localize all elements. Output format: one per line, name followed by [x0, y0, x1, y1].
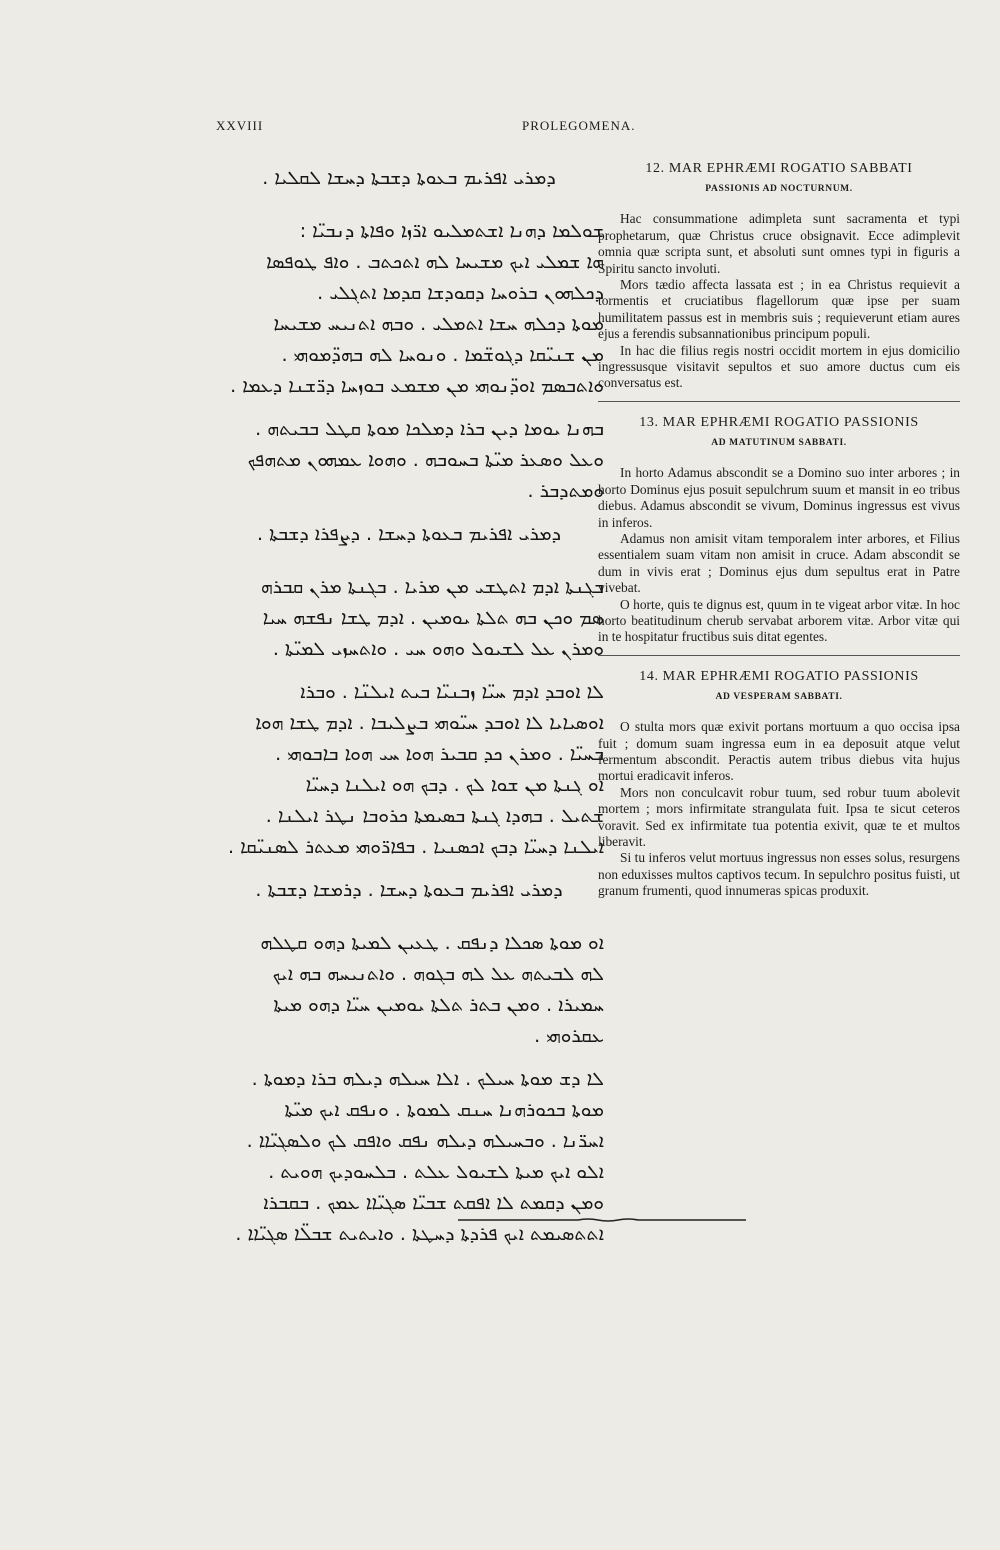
syriac-line: ܐܠܘ ܐܝܟ ܡܝܬܐ ܠܫܝܘܠ ܥܠܬ . ܒܠܚܘܕܝܟ ܗܘܝܬ . — [268, 1161, 604, 1183]
syriac-paragraph — [214, 677, 604, 863]
section-subtitle: AD VESPERAM SABBATI. — [715, 691, 843, 702]
syriac-line: ܐܚܪ̈ܢܐ . ܘܒܚܝܠܗ ܕܝܠܗ ܢܦܩ ܘܐܦܩ ܠܟ ܘܠܣܓܝ̈ܐܐ . — [246, 1130, 604, 1152]
syriac-line: ܘܡܢ ܕܩܡܬ ܠܐ ܐܦܩܬ ܫܒܝ̈ܐ ܣܓܝ̈ܐܐ ܥܡܟ . ܒܩܒܪܐ — [263, 1192, 604, 1214]
syriac-line: ܠܐ ܕܫ ܡܘܬܐ ܚܝܠܟ . ܐܠܐ ܚܝܠܗ ܕܝܠܗ ܒܪܐ ܕܡܘܬܐ . — [251, 1068, 604, 1090]
syriac-paragraph — [214, 414, 604, 507]
syriac-paragraph — [214, 928, 604, 1052]
syriac-line: ܐܘ ܓܢܬܐ ܡܢ ܫܘܐ ܠܟ . ܕܒܟ ܗܘ ܐܝܠܢܐ ܕܚܝ̈ܐ — [305, 774, 604, 796]
syriac-paragraph — [214, 572, 604, 665]
syriac-section-heading: ܕܡܪܝ ܐܦܪܝܡ ܒܥܘܬܐ ܕܫܒܬܐ ܕܚܫܐ ܠܩܠܝܐ . — [262, 167, 556, 189]
syriac-line: ܣܡ ܘܟܢ ܒܗ ܬܠܬܐ ܝܘܡܝܢ . ܐܕܡ ܛܫܐ ܢܦܫܗ ܚܝܐ — [262, 607, 604, 629]
latin-paragraph: In hac die filius regis nostri occidit mortem in ejus domicilio ingressusque visitavit sepultos et suo amore ductus cum eis conversatus est. — [598, 342, 960, 391]
latin-paragraph: Mors non conculcavit robur tuum, sed robur tuum abolevit mortem ; mors infirmitate strangulata fuit. Ipsa te sicut ceteros voravit. Sed ex infirmitate tua potentia exivit, quæ te et multos liberavit. — [598, 784, 960, 849]
section-title: 13. MAR EPHRÆMI ROGATIO PASSIONIS — [639, 414, 919, 430]
syriac-line: ܒܚܝ̈ܐ . ܘܡܪܢ ܟܕ ܩܒܝܪ ܗܘܐ ܚܝ ܗܘܐ ܒܐܒܘܗܝ . — [275, 743, 604, 765]
syriac-line: ܫܘܠܡܐ ܕܗܢܐ ܐܫܬܡܠܝܘ ܐܪ̈ܙܐ ܘܦܐܬܐ ܕܢܒܝ̈ܐ : — [299, 220, 604, 242]
latin-paragraph: Adamus non amisit vitam temporalem inter arbores, et Filius essentialem suam vitam non amisit in cruce. Adam abscondit se dum in vivis erat ; Dominus ejus dum sepultus erat in Patre vivebat. — [598, 530, 960, 596]
syriac-line: ܘܐܬܒܣܡ ܐܘܕ̈ܢܘܗܝ ܡܢ ܡܫܡܥ ܒܘܙܚܐ ܕܪ̈ܫܢܐ ܕܥܡܐ . — [230, 375, 604, 397]
syriac-line: ܡܢ ܫܢܝ̈ܩܐ ܕܓܘܫ̈ܡܐ . ܘܢܘܚܐ ܠܗ ܒܗܕ̈ܡܘܗܝ . — [281, 344, 604, 366]
syriac-line: ܗܐ ܫܡܠܝ ܐܝܟ ܡܫܝܚܐ ܠܗ ܐܬܟܬܒ . ܘܐܦ ܛܘܦܣܐ — [266, 251, 604, 273]
syriac-line: ܐܘܣܝܐܝܐ ܠܐ ܐܘܒܕ ܚܝ̈ܘܗܝ ܒܨܠܝܒܐ . ܐܕܡ ܛܫܐ ܗܘܐ — [255, 712, 604, 734]
section-title: 12. MAR EPHRÆMI ROGATIO SABBATI — [645, 161, 913, 176]
section-title: 14. MAR EPHRÆMI ROGATIO PASSIONIS — [639, 668, 919, 684]
syriac-line: ܡܘܬܐ ܒܟܘܪܗܢܐ ܚܢܩ ܠܡܘܬܐ . ܘܢܦܩ ܐܝܟ ܡܝ̈ܬܐ — [284, 1099, 604, 1121]
running-title: PROLEGOMENA. — [522, 118, 636, 133]
section-subtitle: AD MATUTINUM SABBATI. — [711, 437, 847, 448]
syriac-line: ܚܡܝܪܐ . ܘܡܢ ܒܬܪ ܬܠܬܐ ܝܘܡܝܢ ܚܝ̈ܐ ܕܗܘ ܡܝܬܐ — [273, 994, 604, 1016]
syriac-line: ܘܡܪܢ ܥܠ ܠܫܝܘܠ ܘܗܘ ܚܝ . ܘܐܬܚܙܝ ܠܡܝ̈ܬܐ . — [272, 638, 604, 660]
syriac-line: ܡܘܬܐ ܕܟܠܗ ܚܫܐ ܐܬܡܠܝ . ܘܒܗ ܐܬܢܝܚ ܡܫܝܚܐ — [273, 313, 604, 335]
syriac-line: ܘܥܠ ܘܣܥܪ ܡܝ̈ܬܐ ܒܚܘܒܗ . ܘܗܘܐ ܥܡܗܘܢ ܡܬܗܦܟ — [247, 449, 604, 471]
latin-paragraph: Hac consummatione adimpleta sunt sacramenta et typi prophetarum, quæ Christus cruce obsignavit. Ecce adimplevit omnia quæ scripta sunt, et absoluti sunt omnes typi in figuris a Spiritu sancto involuti. — [598, 211, 960, 276]
syriac-section-heading: ܕܡܪܝ ܐܦܪܝܡ ܒܥܘܬܐ ܕܚܫܐ . ܕܪܡܫܐ ܕܫܒܬܐ . — [255, 879, 563, 901]
latin-paragraph: In horto Adamus abscondit se a Domino suo inter arbores ; in horto Dominus ejus posuit sepulchrum suum et mansit in eo tribus diebus. Adamus abscondit se vivum, Dominus ingressus est vivus in inferos. — [598, 465, 960, 530]
latin-column — [598, 160, 960, 900]
ornamental-end-rule — [458, 1217, 746, 1223]
syriac-line: ܠܗ ܠܒܝܬܗ ܥܠ ܠܗ ܒܓܘܗ . ܘܐܬܢܝܚܗ ܒܗ ܐܝܟ — [272, 963, 604, 985]
page-number: XXVIII — [216, 118, 264, 133]
syriac-line: ܐܘ ܡܘܬܐ ܣܟܠܐ ܕܢܦܩ . ܛܥܝܢ ܠܡܝܬܐ ܕܗܘ ܩܛܠܗ — [260, 932, 604, 954]
syriac-column — [214, 155, 604, 1262]
latin-paragraph: O horte, quis te dignus est, quum in te vigeat arbor vitæ. In hoc horto beatitudinum cherub servabat arborem vitæ. Arbor vitæ qui in te hospitatur fructibus suis ditat egentes. — [598, 596, 960, 645]
section-subtitle: PASSIONIS AD NOCTURNUM. — [705, 184, 853, 194]
section-divider — [598, 401, 960, 402]
syriac-line: ܫܬܝܠ . ܒܗܕܐ ܓܢܬܐ ܒܣܝܡܬܐ ܟܪܘܒܐ ܢܛܪ ܐܝܠܢܐ . — [265, 805, 604, 827]
syriac-line: ܐܬܬܣܝܡܬ ܐܝܟ ܦܪܕܬܐ ܕܚܛܬܐ . ܘܐܝܬܝܬ ܫܒܠ̈ܐ ܣܓܝ̈ܐܐ . — [235, 1223, 604, 1245]
syriac-line: ܐܝܠܢܐ ܕܚܝ̈ܐ ܕܒܟ ܐܟܣܢܝܐ . ܒܦܐܪ̈ܘܗܝ ܡܥܬܪ ܠܣܢܝ̈ܩܐ . — [227, 836, 604, 858]
latin-paragraph: Si tu inferos velut mortuus ingressus non esses solus, resurgens non eduxisses multos captivos tecum. In sepulchro positus fuisti, ut granum frumenti, quod innumeras spicas produxit. — [598, 850, 960, 899]
syriac-section-heading: ܕܡܪܝ ܐܦܪܝܡ ܒܥܘܬܐ ܕܚܫܐ . ܕܨܦܪܐ ܕܫܒܬܐ . — [257, 523, 561, 545]
syriac-line: ܘܡܬܕܒܪ . — [527, 480, 604, 502]
latin-paragraph: Mors tædio affecta lassata est ; in ea Christus requievit a tormentis et cruciatibus flagellorum quæ ipse per suam humilitatem passus est in membris suis ; requieverunt etiam aures ejus a ferendis subsannationibus principum populi. — [598, 277, 960, 342]
latin-paragraph: O stulta mors quæ exivit portans mortuum a quo occisa ipsa fuit ; domum suam ingressa eum in ea deposuit atque velut fermentum abscondit. Peractis autem tribus diebus vita hujus mortui eradicavit inferos. — [598, 719, 960, 784]
syriac-line: ܒܓܢܬܐ ܐܕܡ ܐܬܛܫܝ ܡܢ ܡܪܝܐ . ܒܓܢܬܐ ܡܪܢ ܩܒܪܗ — [260, 576, 604, 598]
syriac-paragraph — [214, 216, 604, 402]
syriac-line: ܥܩܪܘܗܝ . — [534, 1025, 604, 1047]
syriac-line: ܒܗܢܐ ܝܘܡܐ ܕܝܢ ܒܪܐ ܕܡܠܟܐ ܡܘܬܐ ܩܛܠ ܒܒܝܬܗ . — [255, 418, 604, 440]
syriac-line: ܠܐ ܐܘܒܕ ܐܕܡ ܚܝ̈ܐ ܙܒܢܝ̈ܐ ܒܝܬ ܐܝܠܢ̈ܐ . ܘܒܪܐ — [300, 681, 604, 703]
syriac-line: ܕܟܠܗܘܢ ܒܪܘܚܐ ܕܩܘܕܫܐ ܩܕܡܐ ܐܬܓܠܝ . — [317, 282, 604, 304]
section-divider — [598, 655, 960, 656]
